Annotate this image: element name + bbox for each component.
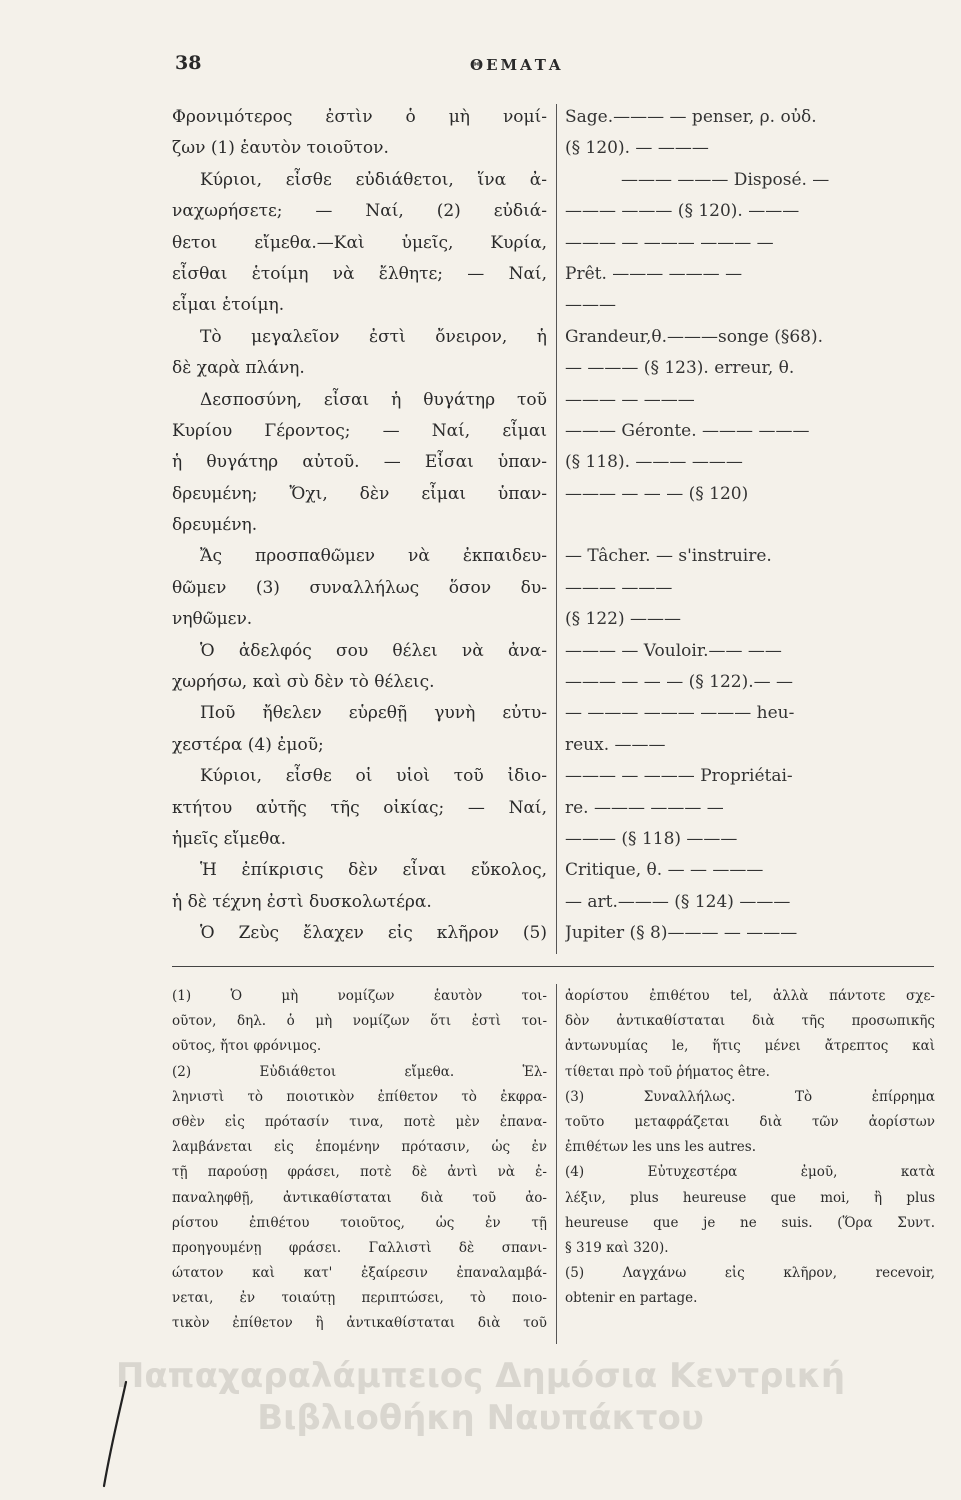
text-line: Critique, θ. — — ——— (565, 860, 764, 881)
text-line: — ——— ——— ——— heu- (565, 703, 795, 724)
text-line: (§ 120). — ——— (565, 138, 709, 159)
text-line: Φρονιμότερος ἐστὶν ὁ μὴ νομί- (172, 107, 547, 127)
text-line: Τὸ μεγαλεῖον ἐστὶ ὄνειρον, ἡ (200, 326, 547, 347)
library-watermark: Παπαχαραλάμπειος Δημόσια Κεντρική (115, 1356, 846, 1396)
footnote-line: δὸν ἀντικαθίσταται διὰ τῆς προσωπικῆς (565, 1013, 935, 1030)
footnote-line: (2) Εὐδιάθετοι εἴμεθα. Ἑλ- (172, 1063, 547, 1080)
left-column-greek-exercises (172, 102, 547, 950)
footnote-line: λέξιν, plus heureuse que moi, ἢ plus (565, 1189, 935, 1206)
text-line: — ——— (§ 123). erreur, θ. (565, 358, 795, 379)
text-line: εἶμαι ἑτοίμη. (172, 295, 285, 316)
footnote-line: ἀορίστου ἐπιθέτου tel, ἀλλὰ πάντοτε σχε- (565, 988, 935, 1004)
text-line: δρευμένη. (172, 515, 258, 536)
footnote-line: τῇ παρούσῃ φράσει, ποτὲ δὲ ἀντὶ νὰ ἐ- (172, 1164, 547, 1181)
footnote-line: ἀντωνυμίας le, ἥτις μένει ἄτρεπτος καὶ (565, 1038, 935, 1055)
text-line: Δεσποσύνη, εἶσαι ἡ θυγάτηρ τοῦ (200, 389, 547, 410)
text-line: θῶμεν (3) συναλλήλως ὅσον δυ- (172, 577, 547, 598)
text-line: ——— ——— (565, 577, 673, 598)
footnote-line: ώτατον καὶ κατ' ἐξαίρεσιν ἐπαναλαμβά- (172, 1265, 547, 1282)
library-watermark: Βιβλιοθήκη Ναυπάκτου (257, 1398, 704, 1438)
text-line: Ἄς προσπαθῶμεν νὰ ἐκπαιδευ- (200, 546, 547, 567)
text-line: ναχωρήσετε; — Ναί, (2) εὐδιά- (172, 201, 547, 222)
footnote-line: obtenir en partage. (565, 1290, 698, 1307)
text-line: ——— (§ 118) ——— (565, 828, 738, 849)
column-divider (556, 104, 557, 954)
text-line: θετοι εἴμεθα.—Καὶ ὑμεῖς, Κυρία, (172, 232, 547, 253)
text-line: ——— — ——— ——— — (565, 232, 774, 253)
text-line: ——— (565, 295, 616, 316)
text-line: ——— — ——— Propriétai- (565, 766, 793, 787)
text-line: χωρήσω, καὶ σὺ δὲν τὸ θέλεις. (172, 672, 435, 693)
text-line: (§ 118). ——— ——— (565, 452, 743, 473)
handwritten-pen-stroke-icon (100, 1380, 140, 1490)
text-line: reux. ——— (565, 734, 666, 755)
footnotes-right (565, 984, 935, 1311)
footnote-line: ἐπιθέτων les uns les autres. (565, 1139, 756, 1156)
footnotes-left (172, 984, 547, 1337)
footnote-line: (5) Λαγχάνω εἰς κλῆρον, recevoir, (565, 1265, 935, 1282)
blank-line (565, 510, 935, 541)
footnote-line: heureuse que je ne suis. (Ὅρα Συντ. (565, 1214, 935, 1231)
text-line: — art.——— (§ 124) ——— (565, 891, 791, 912)
text-line: ——— — ——— (565, 389, 695, 410)
footnote-line: (4) Εὐτυχεστέρα ἐμοῦ, κατὰ (565, 1164, 935, 1181)
text-line: ἡ δὲ τέχνη ἐστὶ δυσκολωτέρα. (172, 891, 432, 912)
text-line: κτήτου αὐτῆς τῆς οἰκίας; — Ναί, (172, 797, 547, 818)
footnote-line: (1) Ὁ μὴ νομίζων ἑαυτὸν τοι- (172, 988, 547, 1004)
footnote-line: οῦτον, δηλ. ὁ μὴ νομίζων ὅτι ἐστὶ τοι- (172, 1013, 547, 1030)
text-line: Ποῦ ἤθελεν εὑρεθῇ γυνὴ εὐτυ- (200, 703, 547, 724)
text-line: ζων (1) ἑαυτὸν τοιοῦτον. (172, 138, 389, 159)
text-line: ——— — — — (§ 120) (565, 483, 749, 504)
text-line: Jupiter (§ 8)——— — ——— (565, 923, 798, 944)
text-line: Grandeur,θ.———songe (§68). (565, 326, 824, 347)
text-line: (§ 122) ——— (565, 609, 682, 630)
text-line: χεστέρα (4) ἐμοῦ; (172, 734, 324, 755)
right-column-french-vocabulary (565, 102, 935, 950)
footnote-line: § 319 καὶ 320). (565, 1239, 669, 1256)
text-line: ἡ θυγάτηρ αὐτοῦ. — Εἶσαι ὑπαν- (172, 452, 547, 473)
text-line: ——— — — — (§ 122).— — (565, 672, 794, 693)
text-line: Ὁ Ζεὺς ἔλαχεν εἰς κλῆρον (5) (200, 923, 547, 944)
footnote-line: (3) Συναλλήλως. Τὸ ἐπίρρημα (565, 1088, 935, 1105)
text-line: Prêt. ——— ——— — (565, 263, 743, 284)
footnote-line: παναληφθῇ, ἀντικαθίσταται διὰ τοῦ ἀο- (172, 1189, 547, 1206)
text-line: Sage.——— — penser, ρ. οὐδ. (565, 107, 817, 127)
text-line: ——— Géronte. ——— ——— (565, 420, 810, 441)
text-line: ——— ——— (§ 120). ——— (565, 201, 800, 222)
text-line: Κύριοι, εἶσθε εὐδιάθετοι, ἵνα ἀ- (200, 169, 547, 190)
text-line: ——— ——— Disposé. — (621, 169, 830, 190)
text-line: — Tâcher. — s'instruire. (565, 546, 772, 567)
page-number: 38 (175, 52, 202, 74)
text-line: εἶσθαι ἑτοίμη νὰ ἔλθητε; — Ναί, (172, 263, 547, 284)
text-line: Κυρίου Γέροντος; — Ναί, εἶμαι (172, 420, 547, 441)
text-line: re. ——— ——— — (565, 797, 724, 818)
footnote-column-divider (556, 984, 557, 1344)
footnote-line: ρίστου ἐπιθέτου τοιοῦτος, ὡς ἐν τῇ (172, 1214, 547, 1231)
footnote-line: λαμβάνεται εἰς ἑπομένην πρότασιν, ὡς ἐν (172, 1139, 547, 1156)
text-line: δρευμένη; Ὄχι, δὲν εἶμαι ὑπαν- (172, 483, 547, 504)
footnote-line: ληνιστὶ τὸ ποιοτικὸν ἐπίθετον τὸ ἐκφρα- (172, 1088, 547, 1105)
text-line: νηθῶμεν. (172, 609, 253, 630)
text-line: Ὁ ἀδελφός σου θέλει νὰ ἀνα- (200, 640, 547, 661)
footnote-line: τικὸν ἐπίθετον ἢ ἀντικαθίσταται διὰ τοῦ (172, 1315, 547, 1332)
text-line: Κύριοι, εἶσθε οἱ υἱοὶ τοῦ ἰδιο- (200, 766, 547, 787)
footnote-separator (172, 966, 934, 967)
text-line: ἡμεῖς εἴμεθα. (172, 828, 287, 849)
footnote-line: τίθεται πρὸ τοῦ ῥήματος être. (565, 1063, 770, 1080)
text-line: ——— — Vouloir.—— —— (565, 640, 782, 661)
footnote-line: νεται, ἐν τοιαύτῃ περιπτώσει, τὸ ποιο- (172, 1290, 547, 1307)
footnote-line: οῦτος, ἤτοι φρόνιμος. (172, 1038, 322, 1055)
text-line: Ἡ ἐπίκρισις δὲν εἶναι εὔκολος, (200, 860, 547, 881)
footnote-line: προηγουμένῃ φράσει. Γαλλιστὶ δὲ σπανι- (172, 1239, 547, 1256)
footnote-line: σθὲν εἰς πρότασίν τινα, ποτὲ μὲν ἐπανα- (172, 1113, 547, 1130)
text-line: δὲ χαρὰ πλάνη. (172, 358, 305, 379)
running-head: ΘΕΜΑΤΑ (470, 56, 564, 74)
footnote-line: τοῦτο μεταφράζεται διὰ τῶν ἀορίστων (565, 1113, 935, 1130)
